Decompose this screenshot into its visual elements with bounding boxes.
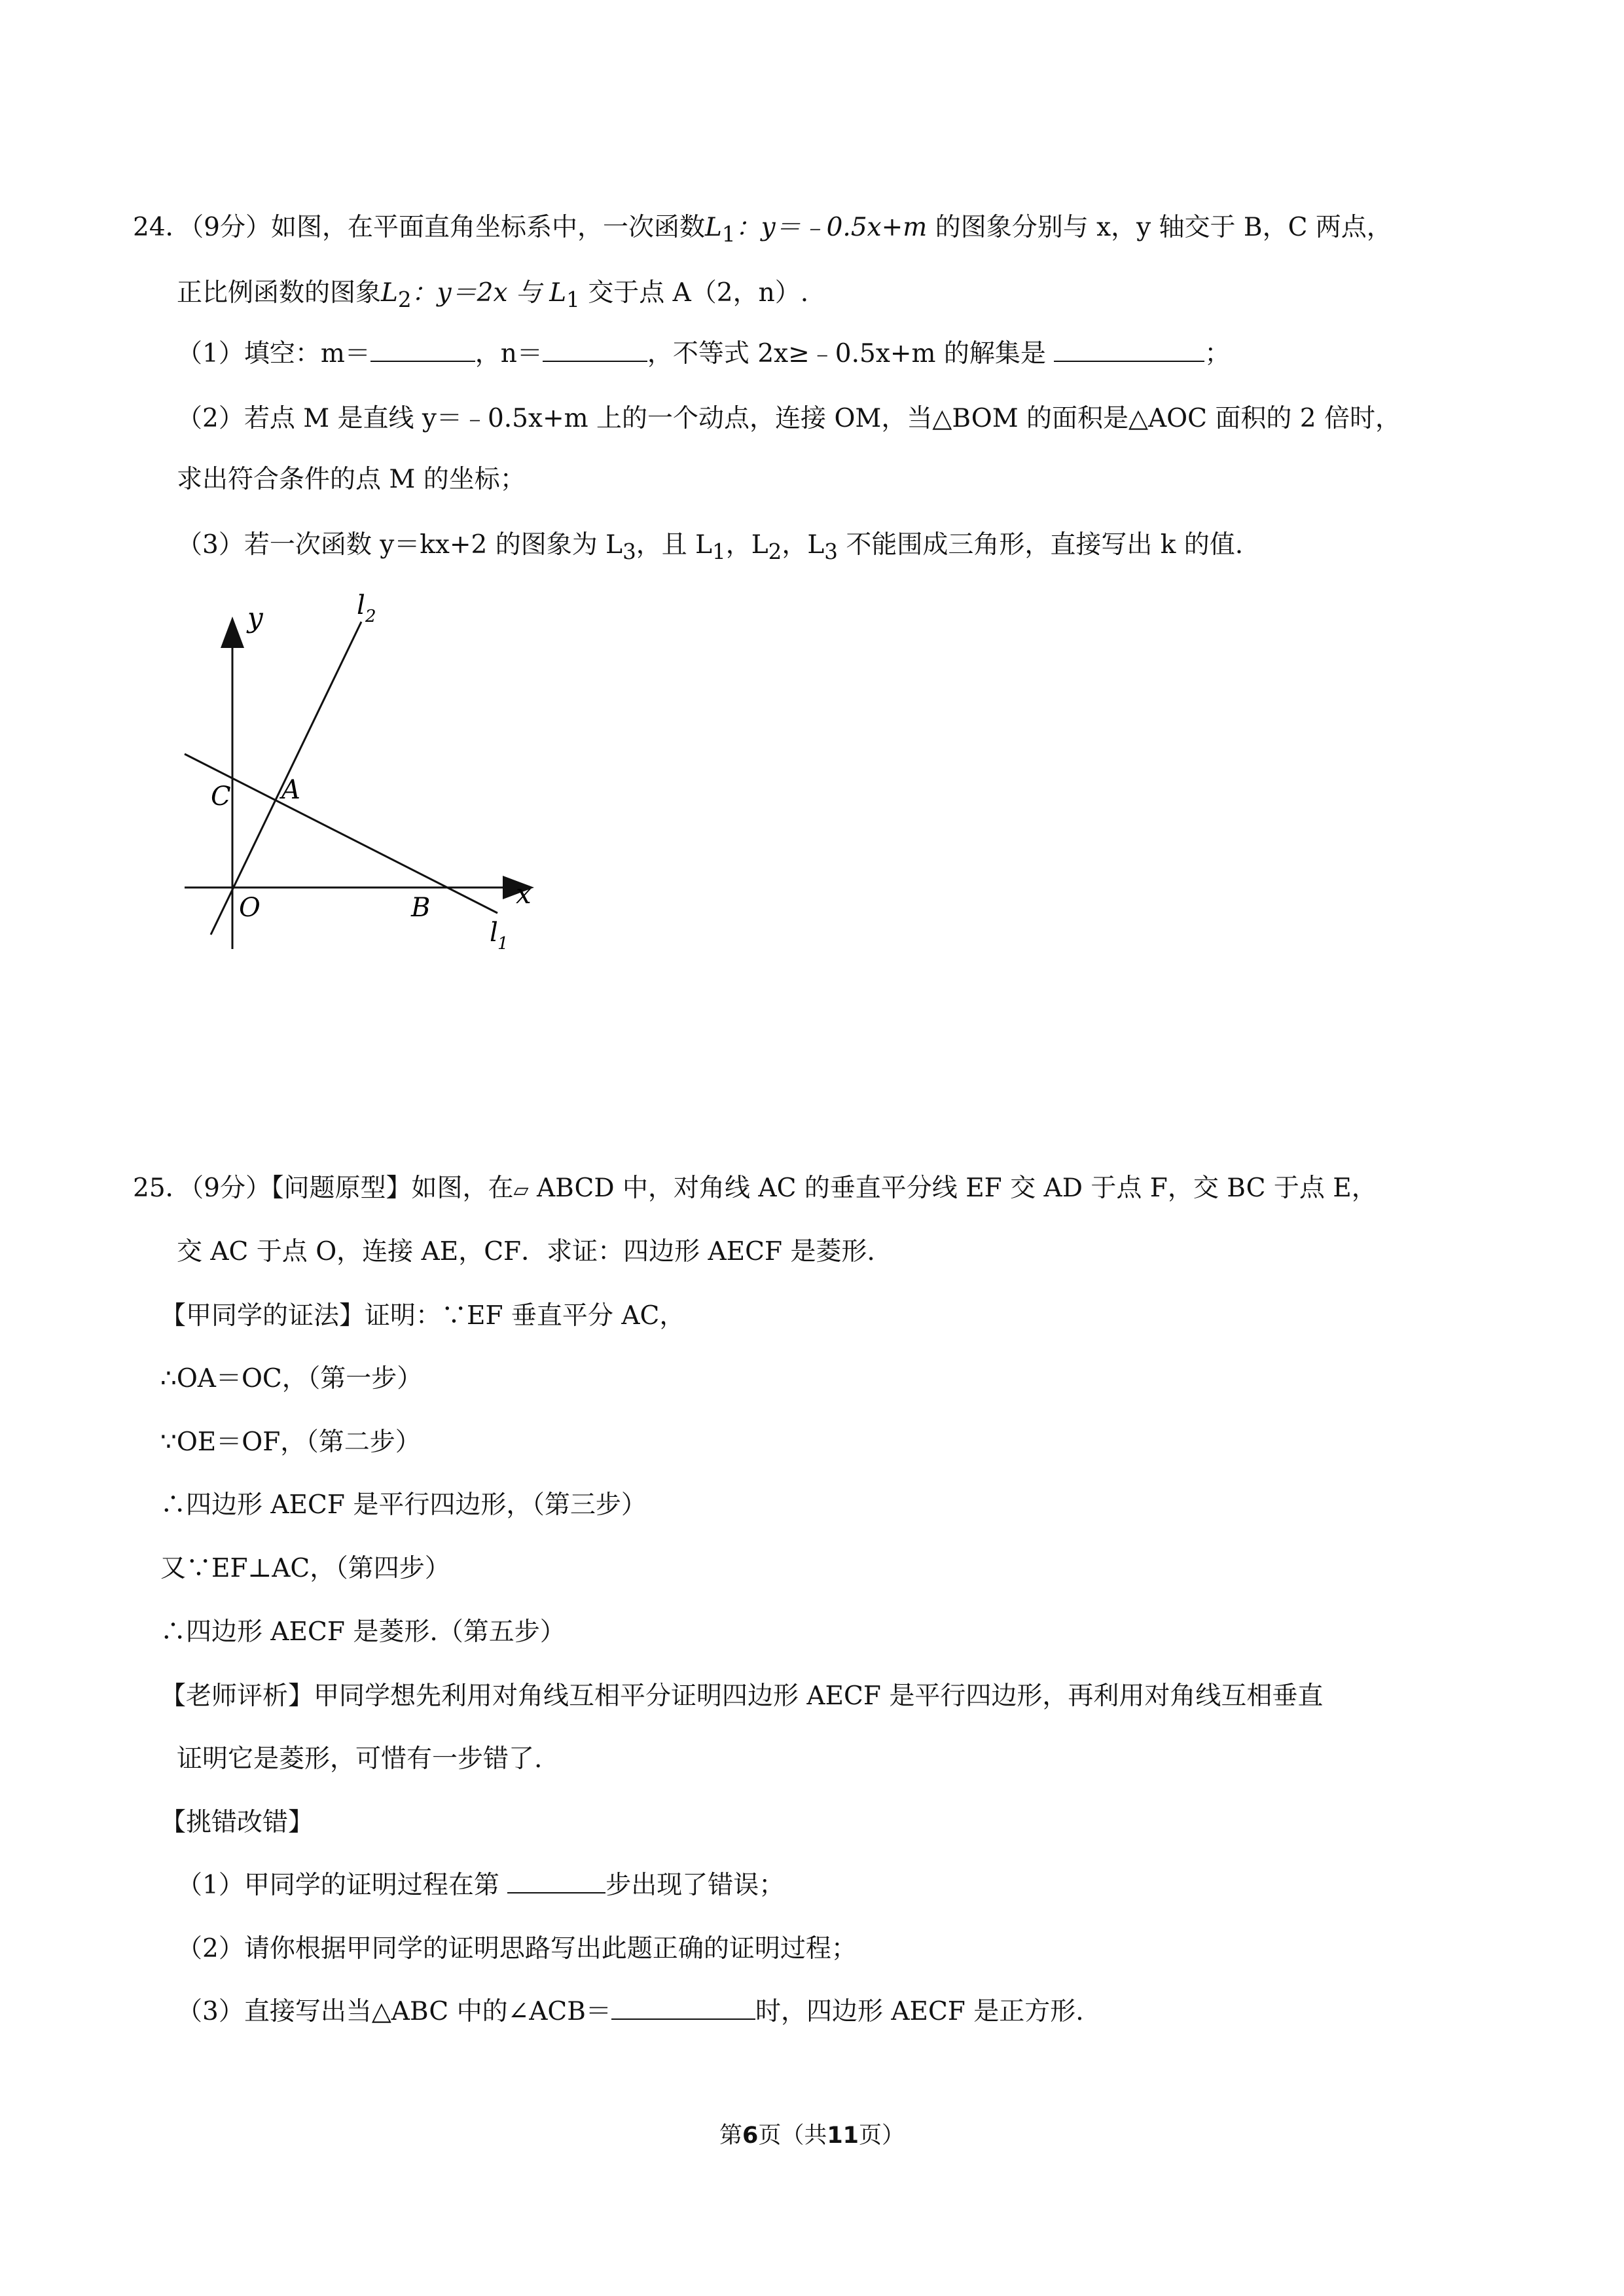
- q24-part-3: [177, 527, 1243, 570]
- q25-correction-header: 【挑错改错】: [160, 1808, 314, 1837]
- footer-page-number: 6: [742, 2123, 759, 2149]
- q25-step-3: ∴四边形 AECF 是平行四边形，（第三步）: [160, 1490, 647, 1520]
- q24-part1-text-b: ，n＝: [475, 339, 543, 368]
- q24-line-1: [133, 209, 1392, 253]
- q25-blank-angle[interactable]: [611, 1996, 755, 2020]
- q25-blank-step[interactable]: [507, 1870, 605, 1893]
- footer-total-pages: 11: [827, 2123, 859, 2149]
- q24-part-1: [177, 336, 1230, 372]
- q24-line2-text-c: 交于点 A（2，n）.: [579, 278, 809, 308]
- q24-L2: L: [381, 278, 398, 308]
- label-x: x: [516, 878, 532, 910]
- q24-part3-text-a: （3）若一次函数 y＝kx+2 的图象为 L: [177, 530, 623, 560]
- q24-L1: L: [704, 213, 722, 242]
- footer-middle: 页（共: [758, 2123, 827, 2149]
- q24-blank-m[interactable]: [370, 338, 475, 362]
- q25-line-1: [133, 1170, 1377, 1209]
- q24-part3-sub-c: 2: [768, 539, 782, 564]
- q25-part3-text-b: 时，四边形 AECF 是正方形.: [755, 1997, 1084, 2026]
- q24-part1-text-a: （1）填空：m＝: [177, 339, 370, 368]
- q25-line1-text-b: ABCD 中，对角线 AC 的垂直平分线 EF 交 AD 于点 F，交 BC 于点 E，: [528, 1174, 1377, 1203]
- q24-part3-sub-a: 3: [623, 539, 636, 564]
- q24-L1-sub: 1: [721, 221, 736, 247]
- q25-step-1: ∴OA＝OC，（第一步）: [160, 1364, 423, 1393]
- q25-step-2: ∵OE＝OF，（第二步）: [160, 1427, 421, 1457]
- label-A: A: [281, 775, 300, 805]
- label-l1: l: [490, 918, 498, 948]
- q25-review-line-2: 证明它是菱形，可惜有一步错了.: [177, 1744, 543, 1774]
- q25-step-4: 又∵EF⊥AC，（第四步）: [160, 1554, 450, 1583]
- q24-L2-sub: 2: [397, 287, 412, 312]
- q24-part3-text-c: ，L: [725, 530, 768, 560]
- label-l2: l: [357, 590, 365, 620]
- footer-prefix: 第: [719, 2123, 742, 2149]
- label-l1-sub: 1: [497, 934, 509, 954]
- label-O: O: [239, 893, 261, 923]
- q25-review-line-1: 【老师评析】甲同学想先利用对角线互相平分证明四边形 AECF 是平行四边形，再利用对角线互相垂直: [160, 1681, 1324, 1711]
- q25-number: 25．: [133, 1174, 191, 1203]
- q24-part3-text-d: ，L: [782, 530, 825, 560]
- q25-score: （9分）: [190, 1174, 271, 1203]
- q25-part-2: （2）请你根据甲同学的证明思路写出此题正确的证明过程；: [177, 1934, 857, 1964]
- q24-part-2-line-2: 求出符合条件的点 M 的坐标；: [177, 465, 526, 494]
- q25-part-1: [177, 1867, 784, 1904]
- q25-line1-text-a: 【问题原型】如图，在: [270, 1174, 514, 1203]
- q24-intro-2: 的图象分别与 x，y 轴交于 B，C 两点，: [927, 213, 1392, 242]
- q24-score: （9分）: [190, 213, 271, 242]
- q24-part-2-line-1: （2）若点 M 是直线 y＝﹣0.5x+m 上的一个动点，连接 OM，当△BOM 的面积是△AOC 面积的 2 倍时，: [177, 404, 1401, 433]
- q24-part3-sub-d: 3: [824, 539, 838, 564]
- q24-line2-text-a: 正比例函数的图象: [177, 278, 382, 308]
- q24-line2-text-b: ：y＝2x 与 L: [411, 278, 567, 308]
- q24-blank-inequality[interactable]: [1054, 338, 1204, 362]
- q24-part1-text-d: ；: [1204, 339, 1231, 368]
- page-footer: [0, 2117, 1624, 2150]
- q25-line-2: 交 AC 于点 O，连接 AE，CF．求证：四边形 AECF 是菱形.: [177, 1237, 875, 1266]
- q25-part1-text-a: （1）甲同学的证明过程在第: [177, 1871, 508, 1900]
- q25-part-3: [177, 1994, 1084, 2030]
- label-l2-sub: 2: [365, 607, 376, 626]
- q24-number: 24．: [133, 213, 191, 242]
- coordinate-figure: [177, 589, 569, 956]
- q24-part1-text-c: ，不等式 2x≥﹣0.5x+m 的解集是: [647, 339, 1055, 368]
- q24-part3-text-b: ，且 L: [636, 530, 713, 560]
- q24-part3-sub-b: 1: [712, 539, 726, 564]
- parallelogram-icon: ▱: [513, 1179, 529, 1202]
- footer-suffix: 页）: [859, 2123, 905, 2149]
- label-y: y: [247, 601, 263, 634]
- q25-part3-text-a: （3）直接写出当△ABC 中的∠ACB＝: [177, 1997, 611, 2026]
- q24-line2-sub: 1: [566, 287, 580, 312]
- q25-step-5: ∴四边形 AECF 是菱形.（第五步）: [160, 1617, 566, 1647]
- q24-line-2: [177, 275, 808, 318]
- q25-part1-text-b: 步出现了错误；: [605, 1871, 785, 1900]
- label-B: B: [411, 893, 431, 923]
- q24-intro: 如图，在平面直角坐标系中，一次函数: [270, 213, 705, 242]
- q24-equation-1: ：y＝﹣0.5x+m: [735, 213, 928, 242]
- q24-blank-n[interactable]: [543, 338, 647, 362]
- q24-part3-text-e: 不能围成三角形，直接写出 k 的值.: [837, 530, 1244, 560]
- q25-proof-header: 【甲同学的证法】证明：∵EF 垂直平分 AC，: [160, 1301, 685, 1331]
- label-C: C: [211, 781, 231, 812]
